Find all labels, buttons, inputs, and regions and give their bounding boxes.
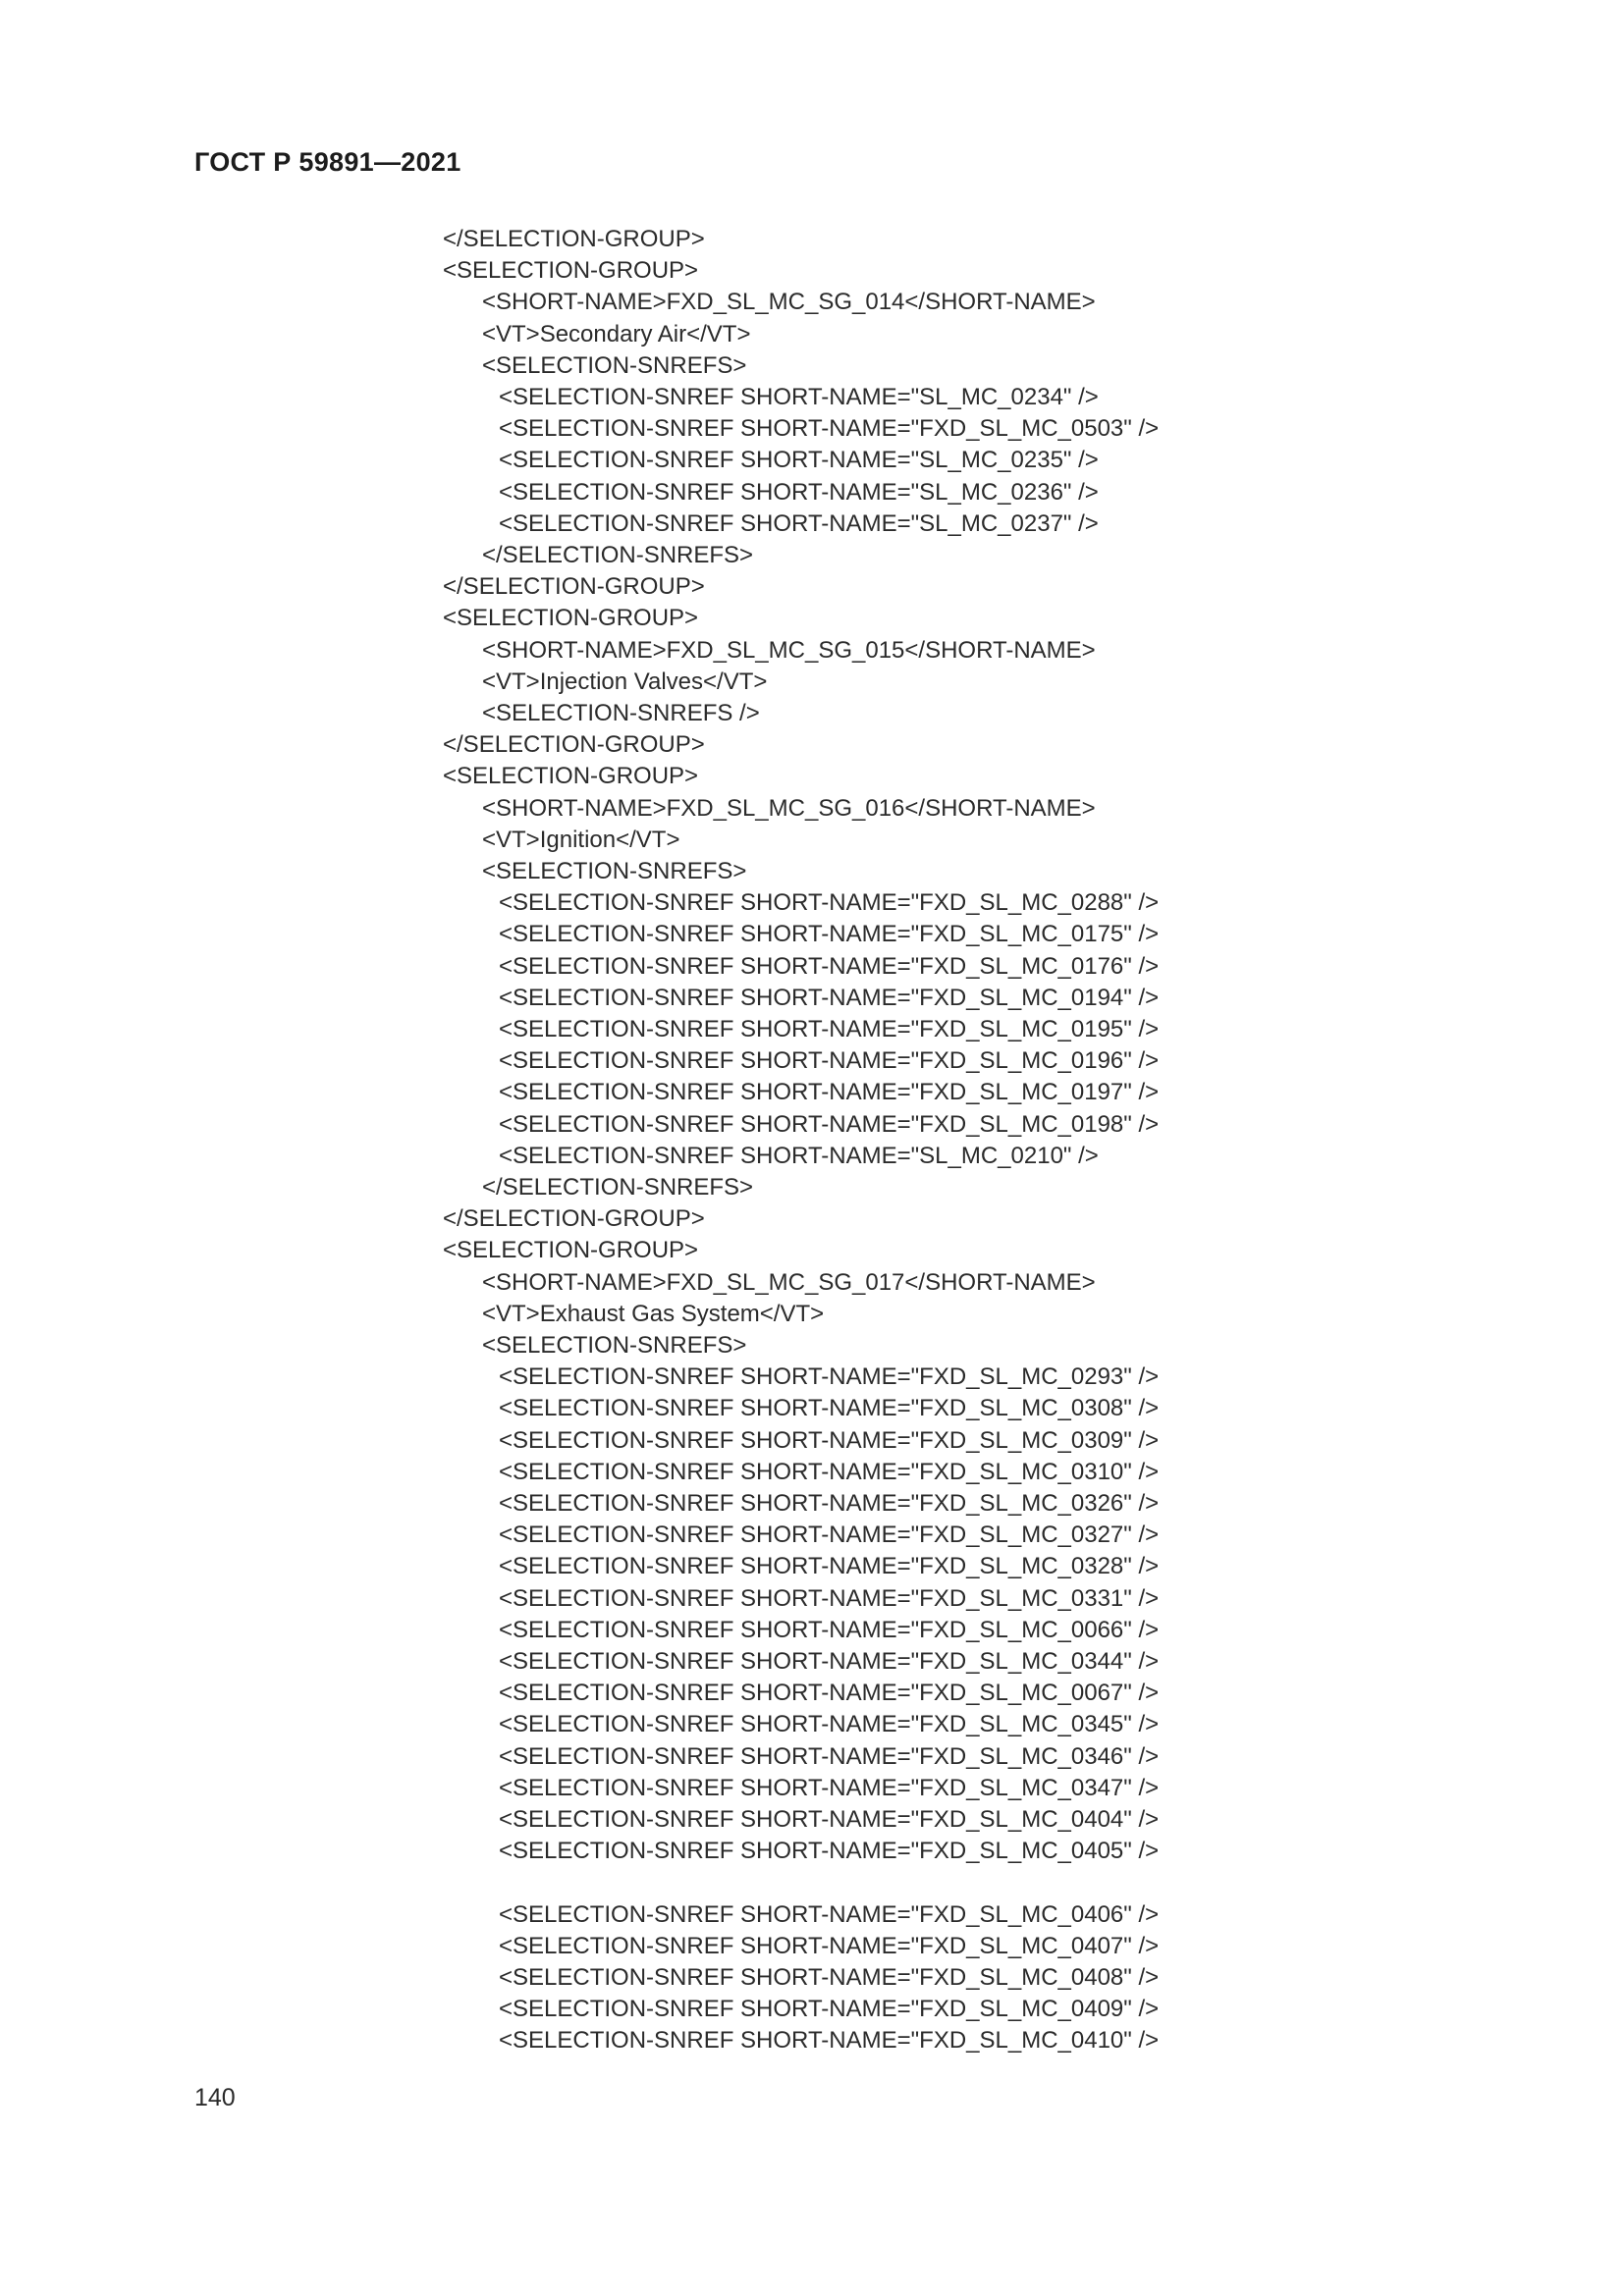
document-header-title: ГОСТ Р 59891—2021: [194, 147, 461, 177]
code-line: <VT>Exhaust Gas System</VT>: [482, 1300, 825, 1327]
code-line: <SELECTION-SNREF SHORT-NAME="FXD_SL_MC_0310" />: [499, 1458, 1160, 1485]
code-line: <SELECTION-SNREF SHORT-NAME="FXD_SL_MC_0346" />: [499, 1742, 1160, 1770]
code-line: <SELECTION-GROUP>: [443, 1237, 699, 1264]
code-line: <SELECTION-SNREF SHORT-NAME="FXD_SL_MC_0308" />: [499, 1395, 1160, 1422]
code-line: <VT>Secondary Air</VT>: [482, 320, 751, 347]
code-line: <SELECTION-SNREF SHORT-NAME="FXD_SL_MC_0309" />: [499, 1426, 1160, 1454]
code-line: <SELECTION-SNREF SHORT-NAME="FXD_SL_MC_0345" />: [499, 1711, 1160, 1738]
code-line: <SELECTION-SNREF SHORT-NAME="FXD_SL_MC_0066" />: [499, 1616, 1160, 1643]
code-line: <VT>Injection Valves</VT>: [482, 667, 768, 695]
code-line: <SELECTION-SNREF SHORT-NAME="FXD_SL_MC_0327" />: [499, 1522, 1160, 1549]
code-line: </SELECTION-GROUP>: [443, 226, 705, 252]
code-line: <SELECTION-SNREF SHORT-NAME="FXD_SL_MC_0194" />: [499, 984, 1160, 1011]
code-line: <SELECTION-SNREF SHORT-NAME="SL_MC_0236" />: [499, 478, 1099, 506]
code-line: <SHORT-NAME>FXD_SL_MC_SG_014</SHORT-NAME>: [482, 289, 1096, 316]
code-line: <SELECTION-SNREF SHORT-NAME="FXD_SL_MC_0328" />: [499, 1553, 1160, 1580]
code-line: <SELECTION-SNREF SHORT-NAME="SL_MC_0237" />: [499, 509, 1099, 537]
code-line: <SELECTION-SNREF SHORT-NAME="SL_MC_0234" />: [499, 384, 1099, 410]
code-line: <SELECTION-SNREF SHORT-NAME="FXD_SL_MC_0347" />: [499, 1774, 1160, 1801]
code-line: <SELECTION-SNREF SHORT-NAME="FXD_SL_MC_0409" />: [499, 1996, 1160, 2023]
code-line: <SELECTION-SNREF SHORT-NAME="FXD_SL_MC_0293" />: [499, 1363, 1160, 1391]
code-line: <SELECTION-SNREF SHORT-NAME="FXD_SL_MC_0404" />: [499, 1806, 1160, 1833]
code-line: <SELECTION-SNREF SHORT-NAME="FXD_SL_MC_0410" />: [499, 2027, 1160, 2055]
code-line: </SELECTION-SNREFS>: [482, 1174, 754, 1201]
code-line: </SELECTION-GROUP>: [443, 731, 705, 759]
code-line: <SELECTION-GROUP>: [443, 763, 699, 790]
code-line: <SHORT-NAME>FXD_SL_MC_SG_015</SHORT-NAME>: [482, 636, 1096, 664]
code-line: <SELECTION-SNREF SHORT-NAME="SL_MC_0235" />: [499, 447, 1099, 474]
code-line: <SELECTION-SNREF SHORT-NAME="FXD_SL_MC_0197" />: [499, 1079, 1160, 1106]
code-line: <SELECTION-SNREF SHORT-NAME="FXD_SL_MC_0198" />: [499, 1110, 1160, 1138]
code-line: <SELECTION-SNREFS />: [482, 700, 760, 726]
code-line: <SELECTION-SNREF SHORT-NAME="FXD_SL_MC_0331" />: [499, 1584, 1160, 1612]
code-line: <SHORT-NAME>FXD_SL_MC_SG_016</SHORT-NAME>: [482, 794, 1096, 822]
code-line: <SELECTION-SNREF SHORT-NAME="FXD_SL_MC_0405" />: [499, 1838, 1160, 1865]
code-line: <SELECTION-SNREF SHORT-NAME="FXD_SL_MC_0288" />: [499, 889, 1160, 917]
code-line: <VT>Ignition</VT>: [482, 826, 680, 853]
code-line: <SELECTION-GROUP>: [443, 257, 699, 285]
code-line: </SELECTION-GROUP>: [443, 1205, 705, 1233]
code-line: <SELECTION-SNREF SHORT-NAME="SL_MC_0210" />: [499, 1142, 1099, 1169]
code-line: <SELECTION-SNREF SHORT-NAME="FXD_SL_MC_0503" />: [499, 415, 1160, 443]
code-line: <SELECTION-SNREF SHORT-NAME="FXD_SL_MC_0326" />: [499, 1490, 1160, 1517]
code-line: <SHORT-NAME>FXD_SL_MC_SG_017</SHORT-NAME>: [482, 1268, 1096, 1296]
code-line: <SELECTION-SNREFS>: [482, 1332, 747, 1359]
code-line: <SELECTION-SNREF SHORT-NAME="FXD_SL_MC_0176" />: [499, 952, 1160, 980]
code-line: <SELECTION-SNREF SHORT-NAME="FXD_SL_MC_0408" />: [499, 1964, 1160, 1991]
code-line: <SELECTION-SNREF SHORT-NAME="FXD_SL_MC_0195" />: [499, 1016, 1160, 1042]
code-line: </SELECTION-GROUP>: [443, 573, 705, 601]
code-line: <SELECTION-SNREF SHORT-NAME="FXD_SL_MC_0175" />: [499, 921, 1160, 948]
code-line: <SELECTION-SNREF SHORT-NAME="FXD_SL_MC_0344" />: [499, 1648, 1160, 1675]
code-line: <SELECTION-GROUP>: [443, 605, 699, 632]
code-line: <SELECTION-SNREFS>: [482, 858, 747, 884]
code-line: <SELECTION-SNREFS>: [482, 351, 747, 379]
page-number: 140: [194, 2084, 236, 2111]
code-line: <SELECTION-SNREF SHORT-NAME="FXD_SL_MC_0406" />: [499, 1900, 1160, 1928]
code-line: <SELECTION-SNREF SHORT-NAME="FXD_SL_MC_0196" />: [499, 1047, 1160, 1075]
code-line: <SELECTION-SNREF SHORT-NAME="FXD_SL_MC_0407" />: [499, 1932, 1160, 1959]
code-line: </SELECTION-SNREFS>: [482, 542, 754, 568]
code-line: <SELECTION-SNREF SHORT-NAME="FXD_SL_MC_0067" />: [499, 1680, 1160, 1707]
